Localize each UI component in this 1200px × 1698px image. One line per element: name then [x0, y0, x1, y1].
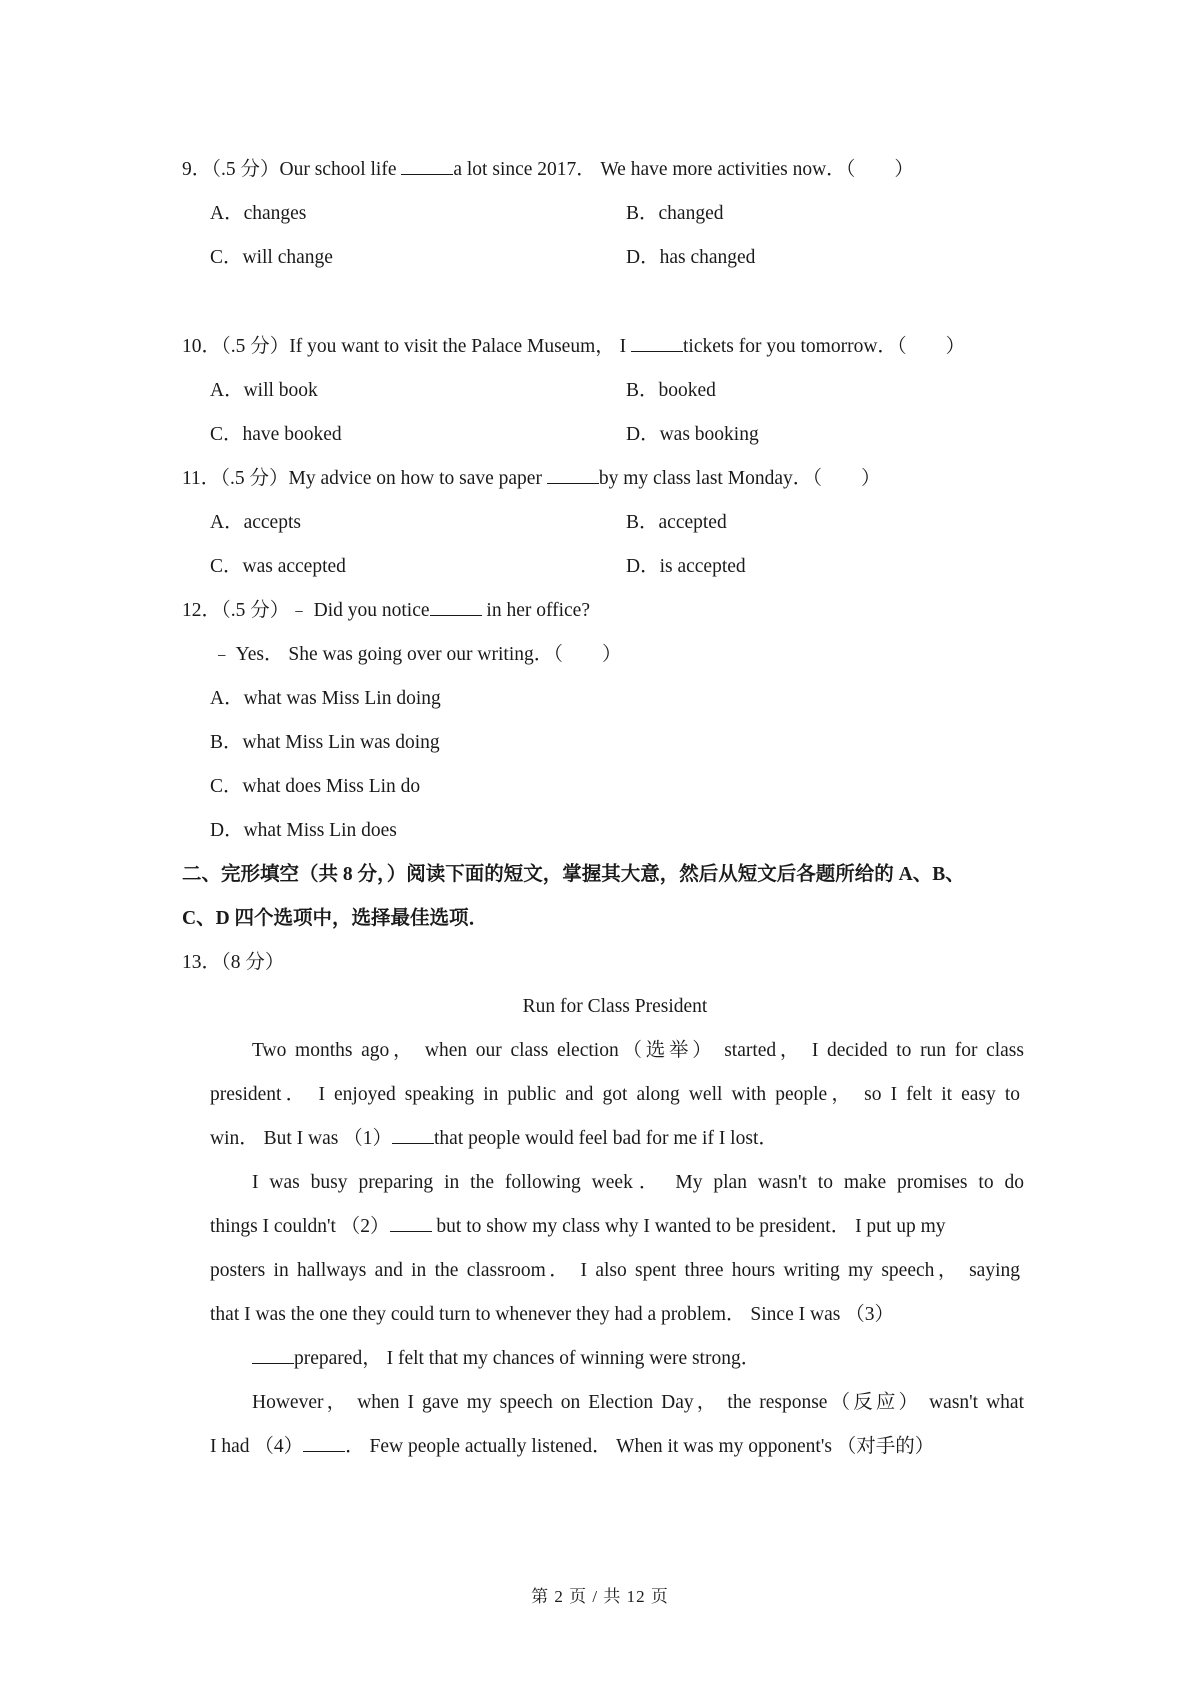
answer-blank-1 — [392, 1125, 434, 1144]
q10-option-a: A．will book — [210, 380, 318, 401]
q12-option-a: A．what was Miss Lin doing — [210, 688, 441, 709]
question-13-label: 13．（8 分） — [182, 952, 285, 973]
passage-line: prepared， I felt that my chances of winning were strong． — [252, 1345, 760, 1373]
question-12-response: ﹣ Yes． She was going over our writing．（ ） — [212, 644, 622, 665]
q12-option-d: D．what Miss Lin does — [210, 820, 397, 841]
q11-option-a: A．accepts — [210, 512, 301, 533]
q12-option-c: C．what does Miss Lin do — [210, 776, 421, 797]
answer-blank — [401, 156, 453, 175]
answer-blank — [430, 597, 482, 616]
answer-blank-3 — [252, 1345, 294, 1364]
q9-option-d: D．has changed — [626, 247, 756, 268]
q10-option-d: D．was booking — [626, 424, 759, 445]
q12-option-b: B．what Miss Lin was doing — [210, 732, 440, 753]
passage-line: win． But I was （1） that people would feel bad for me if I lost． — [210, 1125, 778, 1153]
passage-line: Two months ago， when our class election（选举） started， I decided to run for class — [252, 1040, 1024, 1061]
q9-option-b: B．changed — [626, 203, 724, 224]
q9-option-a: A．changes — [210, 203, 307, 224]
answer-blank-4 — [303, 1433, 345, 1452]
question-9-stem: 9．（.5 分）Our school life a lot since 2017． We have more activities now．（ ） — [182, 156, 914, 184]
question-10-stem: 10．（.5 分）If you want to visit the Palace Museum， I tickets for you tomorrow．（ ） — [182, 333, 965, 361]
section-heading-cont: C、D 四个选项中，选择最佳选项． — [182, 908, 489, 929]
q10-option-b: B．booked — [626, 380, 716, 401]
section-heading: 二、完形填空（共 8 分，）阅读下面的短文，掌握其大意，然后从短文后各题所给的 A、B、 — [182, 864, 965, 885]
answer-blank — [631, 333, 683, 352]
question-11-stem: 11．（.5 分）My advice on how to save paper by my class last Monday．（ ） — [182, 465, 880, 493]
passage-line: I was busy preparing in the following week． My plan wasn't to make promises to do — [252, 1172, 1024, 1193]
passage-title: Run for Class President — [522, 996, 708, 1017]
q10-option-c: C．have booked — [210, 424, 342, 445]
q11-option-c: C．was accepted — [210, 556, 346, 577]
q9-option-c: C．will change — [210, 247, 333, 268]
question-12-stem: 12．（.5 分）﹣ Did you notice in her office? — [182, 597, 590, 625]
page-number: 第 2 页 / 共 12 页 — [531, 1587, 669, 1606]
passage-line: president． I enjoyed speaking in public and got along well with people， so I felt it easy to — [210, 1084, 1020, 1105]
q11-option-d: D．is accepted — [626, 556, 746, 577]
passage-line: posters in hallways and in the classroom． I also spent three hours writing my speech， saying — [210, 1260, 1020, 1281]
q11-option-b: B．accepted — [626, 512, 727, 533]
answer-blank-2 — [390, 1213, 432, 1232]
passage-line: things I couldn't （2） but to show my class why I wanted to be president． I put up my — [210, 1213, 946, 1241]
passage-line: that I was the one they could turn to whenever they had a problem． Since I was （3） — [210, 1304, 894, 1325]
passage-line: However， when I gave my speech on Election Day， the response（反应） wasn't what — [252, 1392, 1024, 1413]
answer-blank — [547, 465, 599, 484]
passage-line: I had （4） ． Few people actually listened． When it was my opponent's （对手的） — [210, 1433, 934, 1461]
